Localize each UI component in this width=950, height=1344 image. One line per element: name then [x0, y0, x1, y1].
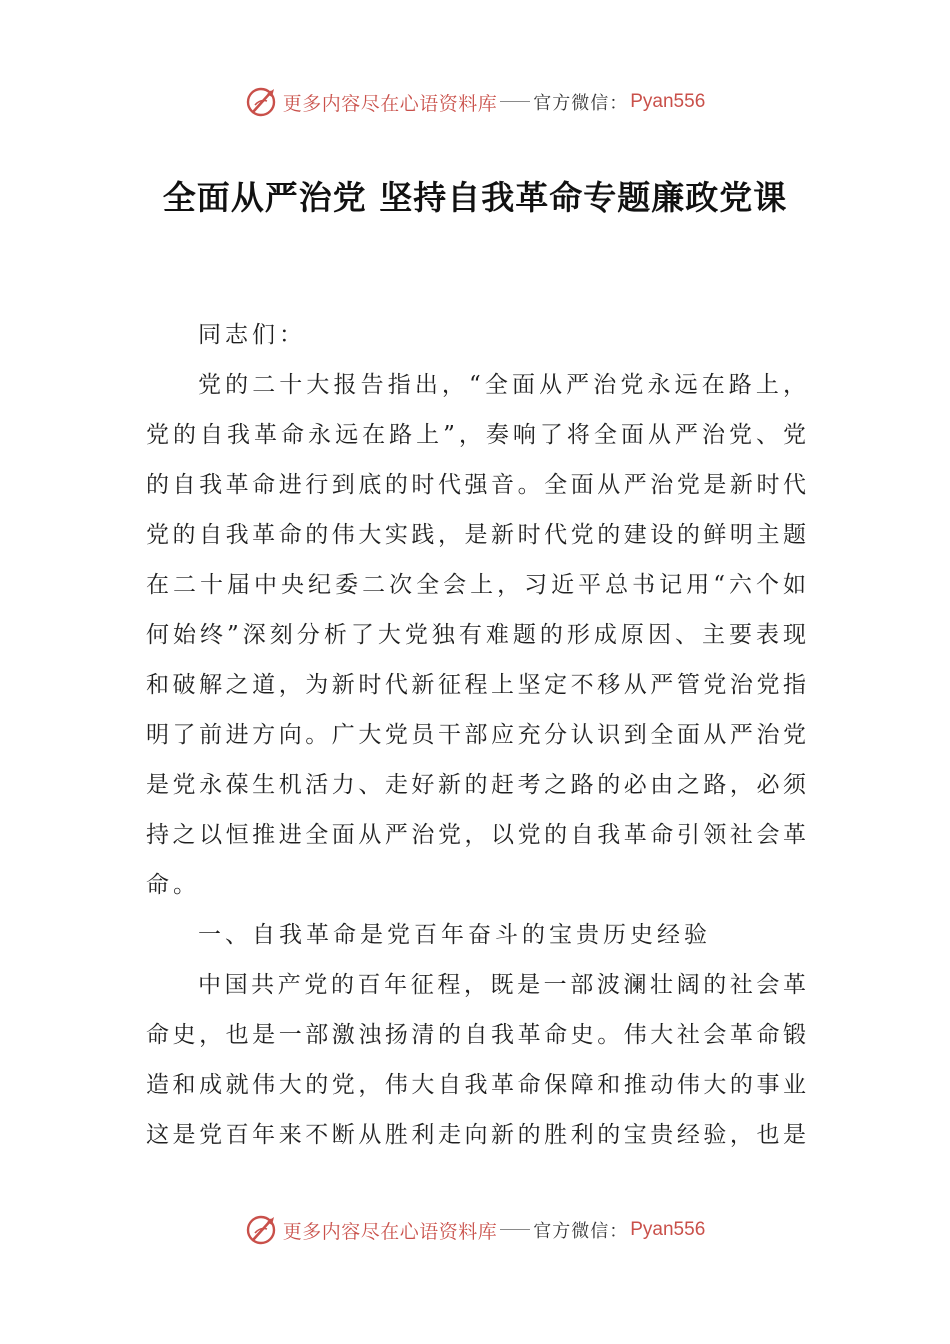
- paragraph-line: 中国共产党的百年征程，既是一部波澜壮阔的社会革: [198, 972, 806, 998]
- watermark-dash: [500, 101, 530, 102]
- paragraph-line: 何始终”深刻分析了大党独有难题的形成原因、主要表现: [146, 622, 806, 648]
- watermark-wechat-id: Pyan556: [630, 91, 706, 112]
- watermark-wechat-label: 官方微信：: [533, 1221, 629, 1242]
- pen-logo-icon: [245, 85, 279, 119]
- document-body: [146, 310, 806, 1160]
- paragraph-line: 命史，也是一部激浊扬清的自我革命史。伟大社会革命锻: [146, 1022, 806, 1048]
- watermark-brand-text: 更多内容尽在心语资料库: [282, 1220, 498, 1243]
- paragraph-line: 党的自我革命永远在路上”，奏响了将全面从严治党、党: [146, 422, 806, 448]
- footer-watermark-banner: [0, 1210, 950, 1250]
- paragraph-line: 这是党百年来不断从胜利走向新的胜利的宝贵经验，也是: [146, 1122, 806, 1148]
- watermark-wechat-label: 官方微信：: [533, 93, 629, 114]
- salutation: 同志们：: [198, 322, 306, 348]
- watermark-dash: [500, 1229, 530, 1230]
- paragraph-line: 在二十届中央纪委二次全会上，习近平总书记用“六个如: [146, 572, 806, 598]
- paragraph-line: 的自我革命进行到底的时代强音。全面从严治党是新时代: [146, 472, 806, 498]
- paragraph-line: 明了前进方向。广大党员干部应充分认识到全面从严治党: [146, 722, 806, 748]
- paragraph-line: 党的自我革命的伟大实践，是新时代党的建设的鲜明主题: [146, 522, 806, 548]
- watermark-wechat-id: Pyan556: [630, 1219, 706, 1240]
- paragraph-line: 党的二十大报告指出，“全面从严治党永远在路上，: [198, 372, 806, 398]
- document-title: 全面从严治党 坚持自我革命专题廉政党课: [162, 178, 788, 217]
- paragraph-line: 和破解之道，为新时代新征程上坚定不移从严管党治党指: [146, 672, 806, 698]
- pen-logo-icon: [245, 1213, 279, 1247]
- header-watermark-banner: [0, 82, 950, 122]
- paragraph-line: 是党永葆生机活力、走好新的赶考之路的必由之路，必须: [146, 772, 806, 798]
- paragraph-line: 持之以恒推进全面从严治党，以党的自我革命引领社会革: [146, 822, 806, 848]
- watermark-brand-text: 更多内容尽在心语资料库: [282, 92, 498, 115]
- section-heading: 一、自我革命是党百年奋斗的宝贵历史经验: [198, 922, 711, 948]
- paragraph-line: 造和成就伟大的党，伟大自我革命保障和推动伟大的事业: [146, 1072, 806, 1098]
- paragraph-line: 命。: [146, 872, 200, 898]
